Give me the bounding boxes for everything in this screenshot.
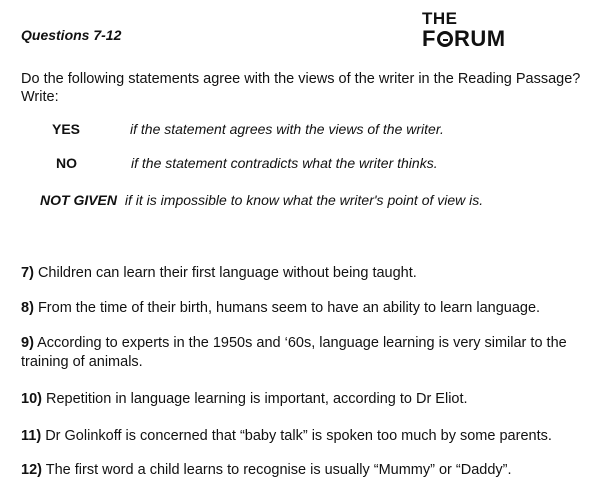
question-text: Dr Golinkoff is concerned that “baby talk” is spoken too much by some parents. bbox=[45, 428, 552, 444]
question-text: From the time of their birth, humans seem to have an ability to learn language. bbox=[37, 300, 541, 316]
question-8 bbox=[21, 299, 586, 318]
key-description: if it is impossible to know what the writer's point of view is. bbox=[124, 192, 484, 208]
the-forum-logo bbox=[422, 10, 512, 50]
logo-o-icon bbox=[437, 31, 453, 47]
key-description: if the statement contradicts what the writer thinks. bbox=[131, 155, 438, 171]
question-9 bbox=[21, 334, 586, 372]
question-10 bbox=[21, 390, 586, 409]
key-term: NOT GIVEN bbox=[40, 192, 118, 208]
key-row-yes bbox=[52, 121, 444, 137]
key-term: NO bbox=[56, 155, 77, 171]
logo-text-bottom bbox=[422, 28, 512, 50]
question-7 bbox=[21, 264, 586, 283]
logo-text-top: THE bbox=[422, 9, 458, 28]
question-number: 11) bbox=[21, 428, 42, 444]
key-row-not-given bbox=[40, 192, 483, 208]
question-11 bbox=[21, 427, 586, 446]
question-number: 9) bbox=[21, 335, 34, 351]
key-row-no bbox=[56, 155, 438, 171]
question-text: Children can learn their first language without being taught. bbox=[37, 265, 417, 281]
question-number: 12) bbox=[21, 462, 42, 478]
key-description: if the statement agrees with the views of the writer. bbox=[130, 121, 444, 137]
question-12 bbox=[21, 461, 586, 480]
section-heading: Questions 7-12 bbox=[21, 27, 122, 43]
question-number: 10) bbox=[21, 391, 42, 407]
question-text: The first word a child learns to recognise is usually “Mummy” or “Daddy”. bbox=[45, 462, 512, 478]
question-number: 8) bbox=[21, 300, 34, 316]
question-number: 7) bbox=[21, 265, 34, 281]
instructions-text: Do the following statements agree with the views of the writer in the Reading Passage? Write: bbox=[21, 71, 581, 105]
question-text: Repetition in language learning is important, according to Dr Eliot. bbox=[46, 391, 468, 407]
logo-letter-f: F bbox=[422, 26, 436, 51]
logo-letters-rum: RUM bbox=[453, 26, 506, 51]
key-term: YES bbox=[52, 121, 81, 137]
question-text: According to experts in the 1950s and ‘60s, language learning is very similar to the training of animals. bbox=[21, 335, 567, 370]
